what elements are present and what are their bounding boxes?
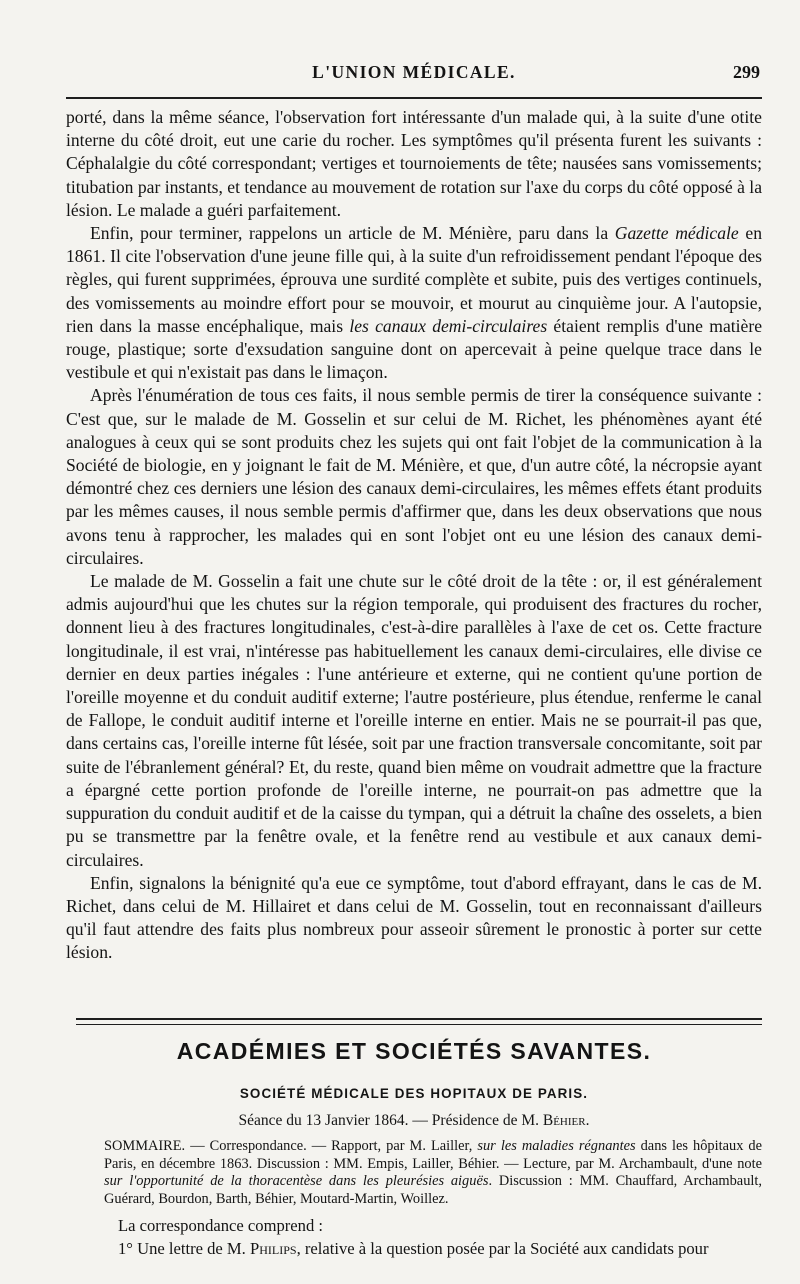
paragraph-1: porté, dans la même séance, l'observation fort intéressante d'un malade qui, à la suite d'une otite interne du côté droit, eut une carie du rocher. Les symptômes qu'il présenta furent les suivants : Céphalalgie du côté correspondant; vertiges et tournoiements de tête; nausées sans vomissements; titubation par instants, et tendance au mouvement de rotation sur l'axe du corps du côté opposé à la lésion. Le malade a guéri parfaitement. [66,107,762,220]
paragraph-4: Le malade de M. Gosselin a fait une chute sur le côté droit de la tête : or, il est généralement admis aujourd'hui que les chutes sur la région temporale, qui produisent des fractures du rocher, donnent lieu à des fractures longitudinales, c'est-à-dire parallèles à l'axe de cet os. Cette fracture longitudinale, il est vrai, n'intéresse pas habituellement les canaux demi-circulaires, elle divise ce dernier en deux parties inégales : l'une antérieure et externe, qui ne contient qu'une portion de l'oreille moyenne et du conduit auditif externe; l'autre postérieure, plus étendue, renferme le canal de Fallope, le conduit auditif interne et l'oreille interne en entier. Mais ne se pourrait-il pas que, dans certains cas, l'oreille interne fût lésée, soit par une fraction transversale concomitante, soit par suite de l'ébranlement général? Et, du reste, quand bien même on voudrait admettre que la fracture a épargné cette portion profonde de l'oreille interne, ne pourrait-on pas admettre que la suppuration du conduit auditif et de la caisse du tympan, qui a détruit la chaîne des osselets, a bien pu se transmettre par la fenêtre ovale, et la fenêtre rend au vestibule et aux canaux demi-circulaires. [66,571,762,870]
correspondence-item-text-b: , relative à la question posée par la Société aux candidats pour [296,1239,709,1258]
session-suffix: . [585,1112,590,1129]
running-title: L'UNION MÉDICALE. [312,62,516,82]
summary-emphasis-1: sur les maladies régnantes [477,1138,636,1154]
summary-block [104,1138,762,1208]
journal-title-gazette: Gazette médicale [614,223,739,244]
paragraph-2-text-c: étaient remplis d'une matière rouge, plastique; sorte d'exsudation sanguine dont on apercevait à peine quelque trace dans le vestibule et qui n'existait pas dans le limaçon. [66,315,763,383]
summary-text-b: dans les hôpitaux de Paris, en décembre 1863. Discussion : MM. Empis, Lailler, Béhier. — Lecture, par M. Archambault, d'une note [104,1138,762,1172]
paragraph-2-text-b: en 1861. Il cite l'observation d'une jeune fille qui, à la suite d'un refroidissement pendant l'époque des règles, qui furent supprimées, éprouva une surdité complète et subite, puis des vertiges continuels, des vomissements au moindre effort pour se mouvoir, et mourut au cinquième jour. A l'autopsie, rien dans la masse encéphalique, mais [66,223,762,336]
paragraph-2-text-a: Enfin, pour terminer, rappelons un article de M. Ménière, paru dans la [90,223,615,244]
correspondence-item-name: Philips [249,1239,297,1258]
header-rule [66,97,762,99]
correspondence-block [66,1214,762,1260]
summary-emphasis-2: sur l'opportunité de la thoracentèse dans les pleurésies aiguës [104,1173,489,1190]
correspondence-intro: La correspondance comprend : [118,1216,324,1235]
correspondence-item-1 [66,1237,762,1260]
paragraph-5: Enfin, signalons la bénignité qu'a eue ce symptôme, tout d'abord effrayant, dans le cas de M. Richet, dans celui de M. Hillairet et dans celui de M. Gosselin, tout en reconnaissant d'ailleurs qu'il faut attendre des faits plus nombreux pour asseoir sûrement le pronostic à porter sur cette lésion. [66,872,762,963]
society-name: SOCIÉTÉ MÉDICALE DES HOPITAUX DE PARIS. [239,1086,589,1101]
summary-label: SOMMAIRE. [104,1138,186,1154]
page-number: 299 [733,62,760,82]
session-prefix: Séance du 13 Janvier 1864. — Présidence de M. [238,1112,543,1129]
section-title: ACADÉMIES ET SOCIÉTÉS SAVANTES. [176,1038,652,1064]
summary-text-c: . Discussion : MM. Chauffard, Archambault, Guérard, Bourdon, Barth, Béhier, Moutard-Martin, Woillez. [104,1173,762,1207]
article-body [66,106,762,965]
section-divider [76,1018,762,1025]
session-line [66,1112,762,1130]
session-president: Béhier [542,1112,586,1129]
paragraph-2 [66,222,762,384]
page-header [66,58,762,88]
summary-text-a: — Correspondance. — Rapport, par M. Lailler, [185,1138,478,1154]
paragraph-3: Après l'énumération de tous ces faits, il nous semble permis de tirer la conséquence suivante : C'est que, sur le malade de M. Gosselin et sur celui de M. Richet, les phénomènes ayant été analogues à ceux qui se sont produits chez les sujets qui ont fait l'objet de la communication à la Société de biologie, en y joignant le fait de M. Ménière, et que, d'un autre côté, la nécropsie ayant démontré chez ces derniers une lésion des canaux demi-circulaires, les mêmes effets étant produits par les mêmes causes, il nous semble permis d'affirmer que, dans les deux observations que nous avons tenu à rapprocher, les malades qui en sont l'objet ont eu une lésion des canaux demi-circulaires. [66,385,762,568]
emphasis-canaux: les canaux demi-circulaires [349,315,548,336]
correspondence-item-text-a: 1° Une lettre de M. [118,1239,250,1258]
